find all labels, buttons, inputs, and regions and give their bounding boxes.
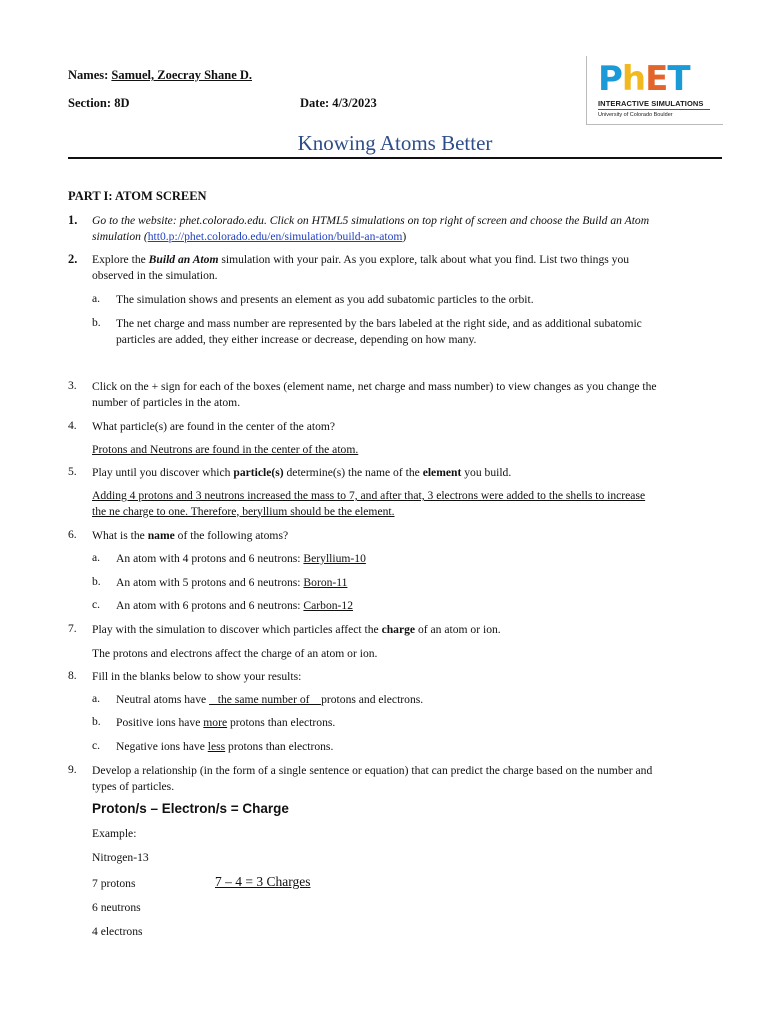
date-label: Date:: [300, 96, 330, 110]
q2-number: 2.: [68, 252, 78, 266]
logo-wordmark-text: [598, 59, 690, 99]
date-line: [300, 96, 377, 111]
q2b-line1: The net charge and mass number are represented by the bars labeled at the right side, and as additional subatomic: [116, 317, 642, 330]
q6a-answer: Beryllium-10: [303, 552, 366, 565]
q6b-text: [116, 575, 347, 591]
q2-pre: Explore the: [92, 253, 149, 266]
q2a-text: The simulation shows and presents an element as you add subatomic particles to the orbit.: [116, 293, 534, 306]
q3-text: [92, 379, 732, 410]
q7-answer: The protons and electrons affect the charge of an atom or ion.: [92, 647, 378, 660]
q6c-text: [116, 598, 353, 614]
q8a-blank: the same number of: [209, 693, 322, 706]
q1-line2-post: ): [402, 229, 407, 243]
q6a-label: a.: [92, 551, 101, 564]
date-value: 4/3/2023: [332, 96, 377, 110]
q6b-answer: Boron-11: [303, 576, 348, 589]
q5-mid: determine(s) the name of the: [283, 466, 423, 479]
q6-text: [92, 528, 288, 544]
q7-pre: Play with the simulation to discover which particles affect the: [92, 623, 382, 636]
q6b-label: b.: [92, 575, 101, 588]
logo-wordmark: [598, 59, 690, 99]
phet-logo: [586, 56, 724, 126]
names-line: [68, 68, 252, 83]
q5-bold1: particle(s): [233, 466, 284, 479]
logo-subtitle: INTERACTIVE SIMULATIONS: [598, 99, 704, 108]
example-label: Example:: [92, 827, 137, 840]
q5-answer: [92, 488, 732, 519]
q8c-post: protons than electrons.: [225, 740, 334, 753]
example-electrons: 4 electrons: [92, 925, 143, 938]
q5-number: 5.: [68, 465, 77, 478]
q2b-text: [116, 316, 736, 347]
q6a-question: An atom with 4 protons and 6 neutrons:: [116, 552, 304, 565]
q3-line2: number of particles in the atom.: [92, 395, 241, 409]
q7-bold: charge: [381, 623, 416, 636]
names-label: Names:: [68, 68, 109, 82]
q8a-text: [116, 692, 423, 708]
logo-letter: T: [667, 59, 690, 99]
section-value: 8D: [114, 96, 130, 110]
q7-number: 7.: [68, 622, 77, 635]
q5-answer-line1: Adding 4 protons and 3 neutrons increased the mass to 7, and after that, 3 electrons were added to the shells to increase: [92, 489, 646, 502]
q1-number: 1.: [68, 213, 78, 227]
part-heading: PART I: ATOM SCREEN: [68, 189, 207, 203]
q5-text: [92, 465, 732, 481]
q1-line2-pre: simulation (: [92, 229, 148, 243]
q5-bold2: element: [422, 466, 462, 479]
q8a-pre: Neutral atoms have: [116, 693, 210, 706]
example-equation: 7 – 4 = 3 Charges: [215, 874, 311, 889]
q6c-label: c.: [92, 598, 101, 611]
charge-formula: Proton/s – Electron/s = Charge: [92, 801, 289, 816]
q6c-answer: Carbon-12: [303, 599, 354, 612]
q2-post: simulation with your pair. As you explore, talk about what you find. List two things you: [218, 253, 630, 266]
q4-answer: Protons and Neutrons are found in the center of the atom.: [92, 443, 359, 456]
q8c-text: [116, 739, 333, 755]
q2-line2: observed in the simulation.: [92, 268, 218, 282]
q9-text: [92, 763, 732, 794]
q8b-text: [116, 715, 335, 731]
build-an-atom-link[interactable]: htt0.p://phet.colorado.edu/en/simulation/build-an-atom: [147, 229, 403, 243]
q8c-blank: less: [207, 740, 226, 753]
section-line: [68, 96, 129, 111]
q2b-label: b.: [92, 316, 101, 329]
q6c-question: An atom with 6 protons and 6 neutrons:: [116, 599, 304, 612]
q7-post: of an atom or ion.: [415, 623, 501, 636]
q3-number: 3.: [68, 379, 77, 392]
logo-divider: [598, 109, 710, 110]
q5-post: you build.: [461, 466, 512, 479]
q6-number: 6.: [68, 528, 77, 541]
q9-line2: types of particles.: [92, 779, 175, 793]
q6a-text: [116, 551, 366, 567]
section-label: Section:: [68, 96, 112, 110]
example-neutrons: 6 neutrons: [92, 901, 141, 914]
q8b-post: protons than electrons.: [227, 716, 336, 729]
q4-number: 4.: [68, 419, 77, 432]
q6b-question: An atom with 5 protons and 6 neutrons:: [116, 576, 304, 589]
logo-letter: E: [645, 59, 668, 99]
q5-pre: Play until you discover which: [92, 466, 234, 479]
q8b-label: b.: [92, 715, 101, 728]
q9-line1: Develop a relationship (in the form of a single sentence or equation) that can predict the charge based on the number and: [92, 764, 653, 777]
q8b-pre: Positive ions have: [116, 716, 204, 729]
q1-text: [92, 213, 732, 244]
example-element: Nitrogen-13: [92, 851, 149, 864]
q2a-label: a.: [92, 292, 101, 305]
logo-letter: h: [621, 59, 646, 99]
q6-bold: name: [147, 529, 175, 542]
q4-text: What particle(s) are found in the center of the atom?: [92, 420, 336, 433]
q8c-label: c.: [92, 739, 101, 752]
q2b-line2: particles are added, they either increase or decrease, depending on how many.: [116, 332, 477, 346]
logo-letter: P: [598, 59, 622, 99]
q2-text: [92, 252, 732, 283]
q8c-pre: Negative ions have: [116, 740, 208, 753]
page-title: Knowing Atoms Better: [297, 131, 493, 155]
q8a-label: a.: [92, 692, 101, 705]
q3-line1: Click on the + sign for each of the boxes (element name, net charge and mass number) to view changes as you change the: [92, 380, 657, 393]
q9-number: 9.: [68, 763, 77, 776]
title-rule: [68, 157, 722, 159]
q8a-post: protons and electrons.: [321, 693, 424, 706]
q8-number: 8.: [68, 669, 77, 682]
names-value: Samuel, Zoecray Shane D.: [111, 68, 253, 82]
q6-post: of the following atoms?: [174, 529, 289, 542]
q8-text: Fill in the blanks below to show your results:: [92, 670, 302, 683]
q2-bold: Build an Atom: [148, 253, 219, 266]
q1-line1: Go to the website: phet.colorado.edu. Click on HTML5 simulations on top right of screen and choose the Build an Atom: [92, 214, 650, 227]
q6-pre: What is the: [92, 529, 148, 542]
q5-answer-line2: the ne charge to one. Therefore, beryllium should be the element.: [92, 504, 395, 518]
example-protons: 7 protons: [92, 877, 136, 890]
q7-text: [92, 622, 501, 638]
q8b-blank: more: [203, 716, 228, 729]
logo-university: University of Colorado Boulder: [598, 112, 673, 118]
